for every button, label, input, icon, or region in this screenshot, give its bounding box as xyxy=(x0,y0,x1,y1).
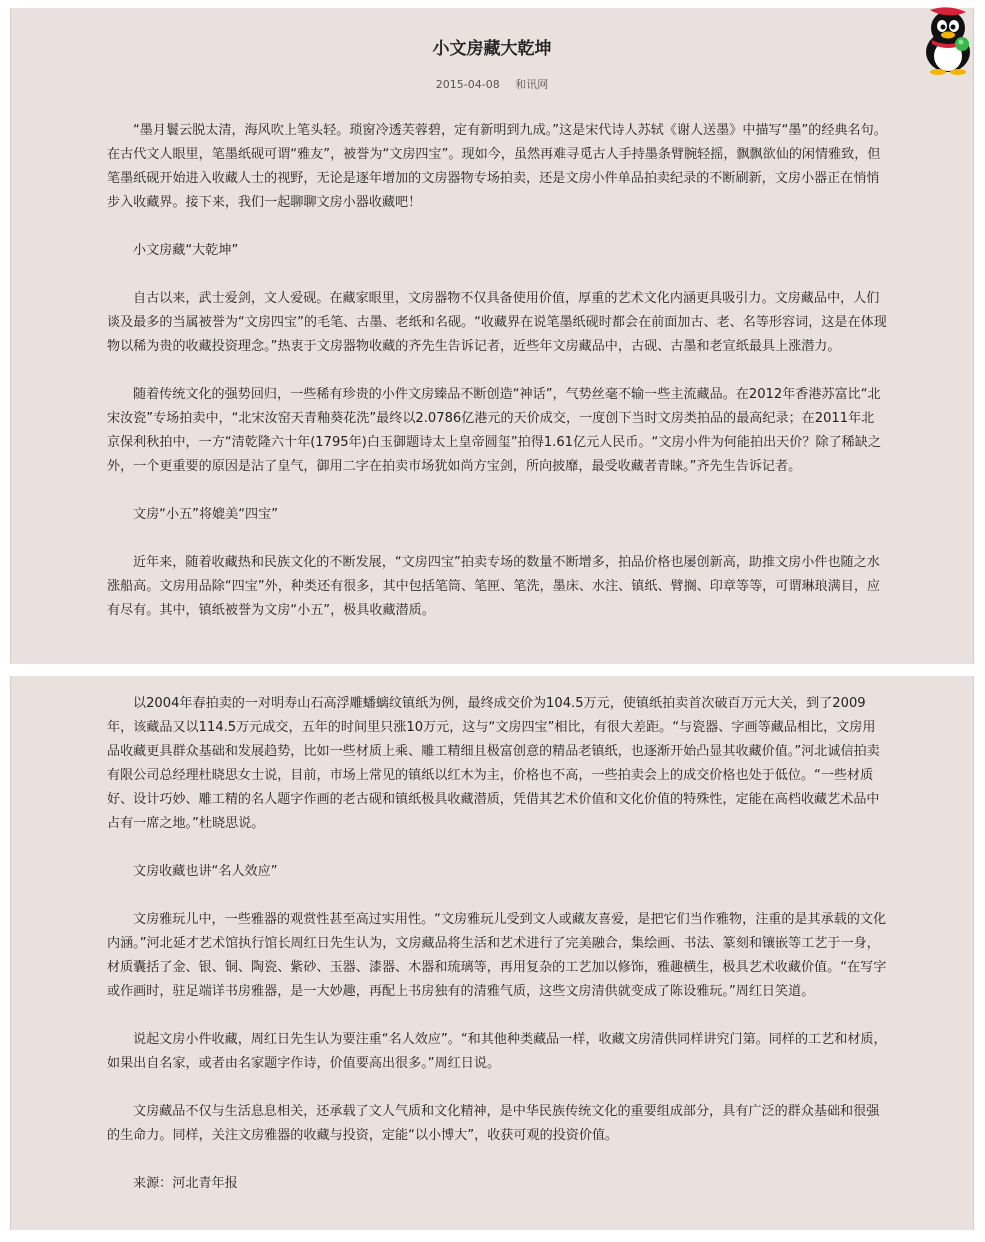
paragraph: “墨月鬟云脱太清，海风吹上笔头轻。琐窗冷透芙蓉碧，定有新明到九成。”这是宋代诗人苏轼《谢人送墨》中描写“墨”的经典名句。在古代文人眼里，笔墨纸砚可谓“雅友”，被誉为“文房四宝”。现如今，虽然再难寻觅古人手持墨条臂腕轻摇，飘飘欲仙的闲情雅致，但笔墨纸砚开始进入收藏人士的视野，无论是逐年增加的文房器物专场拍卖，还是文房小件单品拍卖纪录的不断刷新，文房小器正在悄悄步入收藏界。接下来，我们一起聊聊文房小器收藏吧！ xyxy=(107,123,887,210)
paragraph: 以2004年春拍卖的一对明寿山石高浮雕蟠螭纹镇纸为例，最终成交价为104.5万元，使镇纸拍卖首次破百万元大关，到了2009年，该藏品又以114.5万元成交，五年的时间里只涨10万元，这与“文房四宝”相比，有很大差距。“与瓷器、字画等藏品相比，文房用品收藏更具群众基础和发展趋势，比如一些材质上乘、雕工精细且极富创意的精品老镇纸，也逐渐开始凸显其收藏价值。”河北诚信拍卖有限公司总经理杜晓思女士说，目前，市场上常见的镇纸以红木为主，价格也不高，一些拍卖会上的成交价格也处于低位。“一些材质好、设计巧妙、雕工精的名人题字作画的老古砚和镇纸极具收藏潜质，凭借其艺术价值和文化价值的特殊性，定能在高档收藏艺术品中占有一席之地。”杜晓思说。 xyxy=(107,696,880,831)
paragraph: 文房雅玩儿中，一些雅器的观赏性甚至高过实用性。“文房雅玩儿受到文人或藏友喜爱，是把它们当作雅物，注重的是其承载的文化内涵。”河北延才艺术馆执行馆长周红日先生认为，文房藏品将生活和艺术进行了完美融合，集绘画、书法、篆刻和镶嵌等工艺于一身，材质囊括了金、银、铜、陶瓷、紫砂、玉器、漆器、木器和琉璃等，再用复杂的工艺加以修饰，雅趣横生，极具艺术收藏价值。“在写字或作画时，驻足端详书房雅器，是一大妙趣，再配上书房独有的清雅气质，这些文房清供就变成了陈设雅玩。”周红日笑道。 xyxy=(107,912,887,999)
section-heading: 文房收藏也讲“名人效应” xyxy=(133,864,278,879)
section-heading: 小文房藏“大乾坤” xyxy=(133,243,239,258)
paragraph: 文房藏品不仅与生活息息相关，还承载了文人气质和文化精神，是中华民族传统文化的重要组成部分，具有广泛的群众基础和很强的生命力。同样，关注文房雅器的收藏与投资，定能“以小博大”，收获可观的投资价值。 xyxy=(107,1104,880,1143)
article-date: 2015-04-08 xyxy=(435,78,500,91)
paragraph: 自古以来，武士爱剑，文人爱砚。在藏家眼里，文房器物不仅具备使用价值，厚重的艺术文化内涵更具吸引力。文房藏品中，人们谈及最多的当属被誉为“文房四宝”的毛笔、古墨、老纸和名砚。“收藏界在说笔墨纸砚时都会在前面加古、老、名等形容词，这是在体现物以稀为贵的收藏投资理念。”热衷于文房器物收藏的齐先生告诉记者，近些年文房藏品中，古砚、古墨和老宣纸最具上涨潜力。 xyxy=(107,291,887,354)
article-source[interactable]: 和讯网 xyxy=(515,78,549,91)
paragraph: 近年来，随着收藏热和民族文化的不断发展，“文房四宝”拍卖专场的数量不断增多，拍品价格也屡创新高，助推文房小件也随之水涨船高。文房用品除“四宝”外，种类还有很多，其中包括笔筒、笔匣、笔洗，墨床、水注、镇纸、臂搁、印章等等，可谓琳琅满目，应有尽有。其中，镇纸被誉为文房“小五”，极具收藏潜质。 xyxy=(107,555,881,618)
section-heading: 文房“小五”将媲美“四宝” xyxy=(133,507,278,522)
penguin-mascot-icon[interactable] xyxy=(918,6,978,76)
article-title: 小文房藏大乾坤 xyxy=(432,39,552,59)
article-source-footer: 来源：河北青年报 xyxy=(133,1176,238,1191)
article-body-bottom xyxy=(107,692,887,1196)
paragraph: 说起文房小件收藏，周红日先生认为要注重“名人效应”。“和其他种类藏品一样，收藏文房清供同样讲究门第。同样的工艺和材质，如果出自名家，或者由名家题字作诗，价值要高出很多。”周红日说。 xyxy=(107,1032,887,1071)
article-body-top xyxy=(107,119,887,623)
article-panel-top xyxy=(10,8,974,664)
article-meta xyxy=(11,76,973,92)
article-panel-bottom xyxy=(10,676,974,1230)
paragraph: 随着传统文化的强势回归，一些稀有珍贵的小件文房臻品不断创造“神话”，气势丝毫不输一些主流藏品。在2012年香港苏富比“北宋汝瓷”专场拍卖中，“北宋汝窑天青釉葵花洗”最终以2.0786亿港元的天价成交，一度创下当时文房类拍品的最高纪录；在2011年北京保利秋拍中，一方“清乾隆六十年(1795年)白玉御题诗太上皇帝圆玺”拍得1.61亿元人民币。“文房小件为何能拍出天价？除了稀缺之外，一个更重要的原因是沾了皇气，御用二字在拍卖市场犹如尚方宝剑，所向披靡，最受收藏者青睐。”齐先生告诉记者。 xyxy=(107,387,881,474)
